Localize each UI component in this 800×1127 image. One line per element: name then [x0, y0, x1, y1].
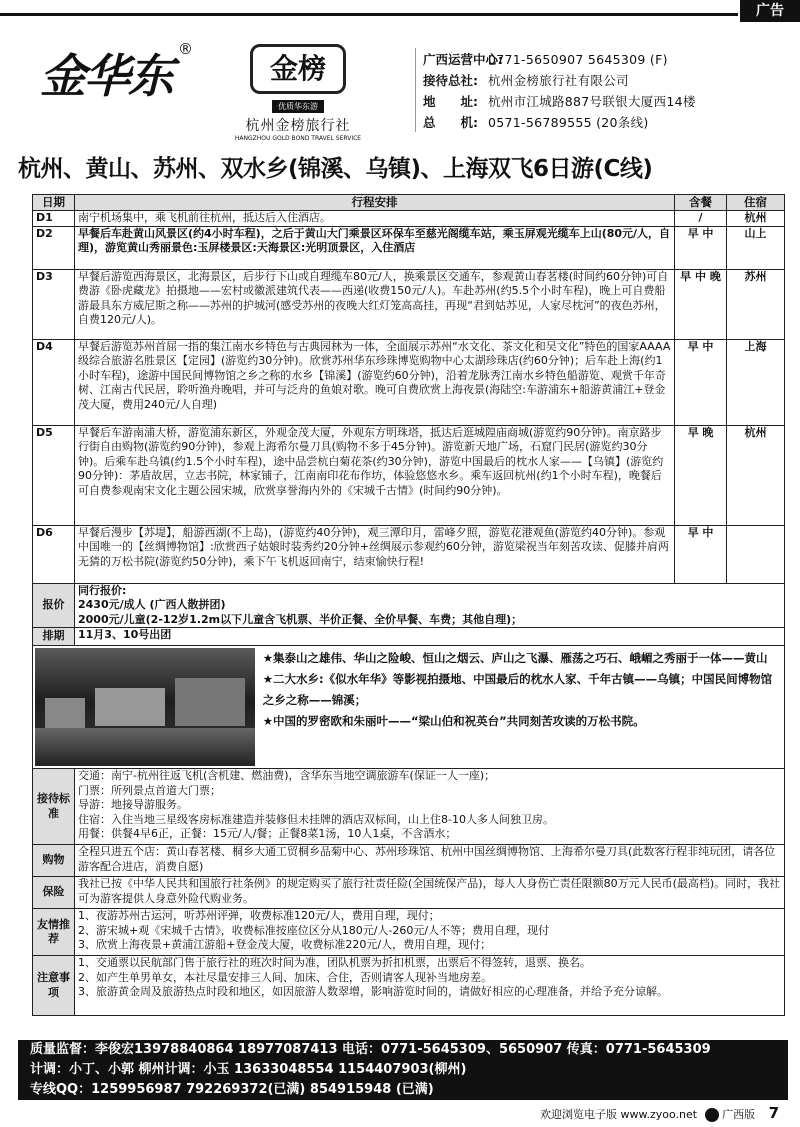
schedule-row: [33, 628, 785, 646]
page-footer: [540, 1104, 790, 1122]
notes-line: 3、旅游黄金周及旅游热点时段和地区，如因旅游人数翠增，影响游览时间的，请做好相应的心理准备，并给予充分谅解。: [78, 985, 668, 998]
contact-label: 总 机:: [423, 115, 478, 130]
highlight-item: ★中国的罗密欧和朱丽叶——“梁山伯和祝英台”共同刻苦攻读的万松书院。: [262, 714, 645, 728]
contact-row: [423, 112, 793, 133]
shopping-text: 全程只进五个店：黄山春茗楼、桐乡大通工贸桐乡品菊中心、苏州珍珠馆、杭州中国丝绸博物馆、上海希尔曼刀具(此数客行程非纯玩团，请各位游客配合进店，消费自愿): [75, 845, 785, 877]
notes-row: [33, 956, 785, 1016]
price-child: 2000元/儿童(2-12岁1.2m以下儿童含飞机票、半价正餐、全价早餐、车费；其他自理)；: [78, 612, 523, 626]
standard-label: 接待标准: [33, 769, 75, 845]
stay-cell: 杭州: [727, 425, 785, 525]
stay-cell: 苏州: [727, 269, 785, 339]
schedule-text: 11月3、10号出团: [75, 628, 785, 646]
schedule-label: 排期: [33, 628, 75, 646]
photo-house: [45, 698, 85, 728]
contact-value: 0771-5650907 5645309 (F): [488, 52, 668, 67]
header-divider: [415, 48, 416, 132]
ad-tag: 广告: [740, 0, 800, 22]
contact-block: [423, 49, 793, 133]
page-number: 7: [768, 1104, 780, 1122]
water-town-photo: [35, 648, 255, 766]
header-meal: 含餐: [675, 195, 727, 211]
contact-value: 杭州金榜旅行社有限公司: [488, 73, 629, 88]
top-rule: [0, 13, 738, 16]
recommend-cell: [75, 909, 785, 956]
header-day: 日期: [33, 195, 75, 211]
standard-line: 交通：南宁-杭州往返飞机(含机建、燃油费)，含华东当地空调旅游车(保证一人一座)；: [78, 769, 496, 782]
contact-footer-bar: [18, 1040, 788, 1100]
day-cell: D6: [33, 525, 75, 583]
agency-english-name: HANGZHOU GOLD BOND TRAVEL SERVICE: [234, 135, 362, 142]
photo-house: [95, 688, 165, 726]
standard-line: 用餐：供餐4早6正，正餐：15元/人/餐；正餐8菜1汤，10人1桌，不含酒水；: [78, 827, 457, 840]
tour-title: 杭州、黄山、苏州、双水乡(锦溪、乌镇)、上海双飞6日游(C线): [18, 156, 653, 182]
recommend-row: [33, 909, 785, 956]
meal-cell: 早 中: [675, 525, 727, 583]
table-header-row: [33, 195, 785, 211]
day-cell: D3: [33, 269, 75, 339]
stay-cell: 上海: [727, 339, 785, 425]
edition-icon: [705, 1108, 719, 1122]
price-label: 报价: [33, 583, 75, 628]
supervision-line: 质量监督：李俊宏13978840864 18977087413 电话：0771-5645309、5650907 传真：0771-5645309: [30, 1042, 711, 1057]
plan-cell: 早餐后车游南浦大桥，游览浦东新区，外观金茂大厦，外观东方明珠塔，抵达后逛城隍庙商城(游览约90分钟)。南京路步行街自由购物(游览约90分钟)，参观上海希尔曼刀具(购物不多于45分钟)。游览新天地广场，石窟门民居(游览约30分钟)。后乘车赴乌镇(约1.5个小时车程)，途中品尝杭白菊花茶(约30分钟)，游览中国最后的枕水人家——【乌镇】(游览约90分钟)：茅盾故居，立志书院，林家铺子，江南南印花布作坊，体验悠悠水乡。乘车返回杭州(约1个小时车程)，晚餐后可自费参观南宋文化主题公园宋城，欣赏享誉海内外的《宋城千古情》(时间约90分钟)。: [75, 425, 675, 525]
plan-cell: 早餐后游览西海景区，北海景区，后步行下山或自理缆车80元/人，换乘景区交通车，参观黄山春茗楼(时间约60分钟)可自费游《卧虎藏龙》拍摄地——宏村或徽派建筑代表——西递(收费150元/人)。车赴苏州(约5.5个小时车程)，晚上可自费船游最具东方威尼斯之称——苏州的护城河(感受苏州的夜晚大红灯笼高高挂，再现“君到姑苏见，人家尽枕河”的夜色苏州，自费120元/人)。: [75, 269, 675, 339]
highlight-item: ★二大水乡:《似水年华》等影视拍摄地、中国最后的枕水人家、千年古镇——乌镇；中国民间博物馆之乡之称——锦溪；: [262, 672, 773, 707]
day-row: [33, 339, 785, 425]
meal-cell: 早 晚: [675, 425, 727, 525]
highlight-row: [33, 646, 785, 769]
day-cell: D1: [33, 210, 75, 226]
contact-row: [423, 49, 793, 70]
price-adult: 2430元/成人 (广西人散拼团): [78, 598, 226, 611]
price-row: [33, 583, 785, 628]
itinerary-table: [32, 194, 785, 1016]
standard-cell: [75, 769, 785, 845]
contact-value: 0571-56789555 (20条线): [488, 115, 649, 130]
photo-water: [35, 728, 255, 766]
jinbang-mark: 金榜: [250, 44, 346, 94]
recommend-line: 1、夜游苏州古运河，听苏州评弹，收费标准120元/人，费用自理，现付；: [78, 909, 440, 922]
day-row: [33, 425, 785, 525]
contact-value: 杭州市江城路887号联银大厦西14楼: [488, 94, 696, 109]
contact-label: 地 址:: [423, 94, 478, 109]
header-plan: 行程安排: [75, 195, 675, 211]
notes-line: 2、如产生单男单女，本社尽量安排三人间、加床、合住，否则请客人现补当地房差。: [78, 970, 492, 984]
contact-label: 广西运营中心:: [423, 52, 503, 67]
price-heading: 同行报价:: [78, 583, 127, 597]
insurance-text: 我社已按《中华人民共和国旅行社条例》的规定购买了旅行社责任险(全国统保产品)，每人人身伤亡责任限额80万元人民币(最高档)。同时，我社可为游客提供人身意外险代购业务。: [75, 877, 785, 909]
contact-row: [423, 91, 793, 112]
footer-edition: 广西版: [722, 1108, 756, 1121]
logo-ribbon: 优质华东游: [272, 100, 324, 113]
recommend-label: 友情推荐: [33, 909, 75, 956]
stay-cell: 山上: [727, 226, 785, 269]
meal-cell: 早 中 晚: [675, 269, 727, 339]
standard-line: 门票：所列景点首道大门票；: [78, 783, 221, 797]
shopping-row: [33, 845, 785, 877]
logo-text: 金华东: [40, 49, 172, 103]
stay-cell: [727, 525, 785, 583]
header-stay: 住宿: [727, 195, 785, 211]
plan-cell: 早餐后游览苏州首屈一指的集江南水乡特色与古典园林为一体，全面展示苏州“水文化、茶文化和吴文化”特色的国家AAAA级综合旅游名胜景区【定园】(游览约30分钟)。欣赏苏州华东珍珠博览购物中心太湖珍珠店(约60分钟)；后车赴上海(约1小时车程)，途游中国民间博物馆之乡之称的水乡【锦溪】(游览约60分钟)，沿着龙脉秀江南水乡特色船游览、观赏千年奇树、江南古代民居，聆听渔舟晚唱，并可与泛舟的鱼娘对歌。晚可自费欣赏上海夜景(海陆空:车游浦东+船游黄浦江+登金茂大厦，费用240元/人自理): [75, 339, 675, 425]
highlight-item: ★集泰山之雄伟、华山之险峻、恒山之烟云、庐山之飞瀑、雁荡之巧石、峨嵋之秀丽于一体——黄山: [262, 651, 768, 665]
footer-site: 欢迎浏览电子版 www.zyoo.net: [540, 1108, 698, 1121]
notes-label: 注意事项: [33, 956, 75, 1016]
day-cell: D5: [33, 425, 75, 525]
planner-line: 计调：小丁、小郭 柳州计调：小玉 13633048554 1154407903(柳州): [30, 1062, 467, 1077]
registered-mark: ®: [178, 40, 193, 58]
highlight-list: [255, 648, 782, 766]
notes-cell: [75, 956, 785, 1016]
insurance-row: [33, 877, 785, 909]
jinbang-logo: [228, 44, 368, 142]
insurance-label: 保险: [33, 877, 75, 909]
stay-cell: 杭州: [727, 210, 785, 226]
plan-cell: 早餐后车赴黄山风景区(约4小时车程)，之后于黄山大门乘景区环保车至慈光阁缆车站，乘玉屏观光缆车上山(80元/人，自理)，游览黄山秀丽景色:玉屏楼景区:天海景区:光明顶景区，入住酒店: [75, 226, 675, 269]
agency-name: 杭州金榜旅行社: [245, 118, 351, 134]
plan-cell: 早餐后漫步【苏堤】，船游西湖(不上岛)，(游览约40分钟)，观三潭印月，雷峰夕照，游览花港观鱼(游览约40分钟)。参观中国唯一的【丝绸博物馆】:欣赏西子姑娘时装秀约20分钟+丝绸展示参观约60分钟，游览梁祝当年刻苦攻读、促膝并肩两无猜的万松书院(游览约50分钟)，乘下午飞机返回南宁，结束愉快行程!: [75, 525, 675, 583]
jinhuadong-logo: [40, 40, 220, 130]
contact-label: 接待总社:: [423, 73, 478, 88]
standard-line: 住宿：入住当地三星级客房标准建造并装修但未挂牌的酒店双标间，山上住8-10人多人间独卫房。: [78, 812, 554, 826]
shopping-label: 购物: [33, 845, 75, 877]
plan-cell: 南宁机场集中，乘飞机前往杭州，抵达后入住酒店。: [75, 210, 675, 226]
photo-house: [175, 678, 245, 726]
day-row: [33, 525, 785, 583]
meal-cell: 早 中: [675, 226, 727, 269]
qq-line: 专线QQ：1259956987 792269372(已满) 854915948 (已满): [30, 1082, 434, 1097]
recommend-line: 2、游宋城+观《宋城千古情》，收费标准按座位区分从180元/人-260元/人不等；费用自理，现付: [78, 923, 550, 937]
day-row: [33, 226, 785, 269]
highlight-cell: [33, 646, 785, 769]
standard-line: 导游：地接导游服务。: [78, 798, 188, 811]
contact-row: [423, 70, 793, 91]
meal-cell: 早 中: [675, 339, 727, 425]
recommend-line: 3、欣赏上海夜景+黄浦江游船+登金茂大厦，收费标准220元/人，费用自理，现付；: [78, 938, 492, 951]
day-cell: D2: [33, 226, 75, 269]
meal-cell: /: [675, 210, 727, 226]
standard-row: [33, 769, 785, 845]
day-row: [33, 210, 785, 226]
notes-line: 1、交通票以民航部门售于旅行社的班次时间为准，团队机票为折扣机票，出票后不得签转，退票、换名。: [78, 956, 591, 969]
price-cell: [75, 583, 785, 628]
day-row: [33, 269, 785, 339]
day-cell: D4: [33, 339, 75, 425]
